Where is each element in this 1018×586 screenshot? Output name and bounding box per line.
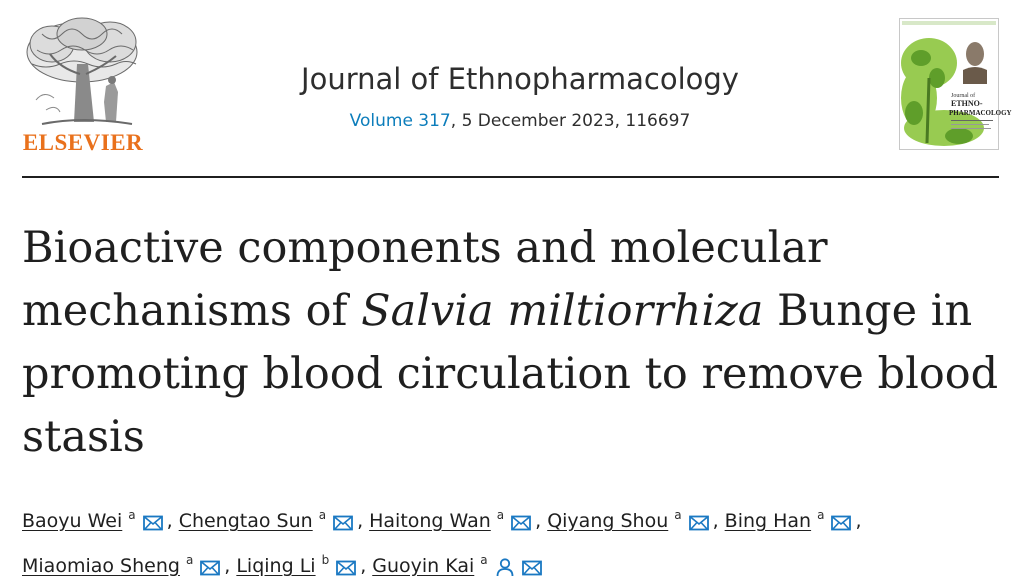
person-icon[interactable] xyxy=(495,557,515,577)
author-name[interactable]: Haitong Wan xyxy=(369,510,491,532)
envelope-icon[interactable] xyxy=(200,560,220,576)
cover-text-3: PHARMACOLOGY xyxy=(949,109,1012,117)
envelope-icon[interactable] xyxy=(143,515,163,531)
article-header xyxy=(0,0,1018,180)
author-item xyxy=(372,555,541,577)
author-item xyxy=(369,510,531,532)
journal-title[interactable]: Journal of Ethnopharmacology xyxy=(301,62,739,96)
citation-line xyxy=(150,111,890,131)
elsevier-tree-icon xyxy=(22,14,144,128)
affiliation-marker[interactable]: b xyxy=(321,553,330,567)
cover-text-1: Journal of xyxy=(951,93,976,99)
affiliation-marker[interactable]: a xyxy=(674,508,682,522)
publisher-name: ELSEVIER xyxy=(22,130,144,155)
envelope-icon[interactable] xyxy=(336,560,356,576)
article-title xyxy=(22,217,1002,469)
envelope-icon[interactable] xyxy=(831,515,851,531)
envelope-icon[interactable] xyxy=(522,560,542,576)
author-name[interactable]: Qiyang Shou xyxy=(547,510,669,532)
affiliation-marker[interactable]: a xyxy=(496,508,505,522)
author-separator: , xyxy=(535,510,542,532)
author-name[interactable]: Chengtao Sun xyxy=(178,510,313,532)
cover-text-2: ETHNO- xyxy=(951,99,983,108)
author-line-2 xyxy=(22,541,1002,586)
envelope-icon[interactable] xyxy=(333,515,353,531)
author-item xyxy=(22,555,220,577)
journal-cover-image[interactable] xyxy=(899,18,1012,150)
affiliation-marker[interactable]: a xyxy=(128,508,136,522)
affiliation-marker[interactable]: a xyxy=(480,553,488,567)
affiliation-marker[interactable]: a xyxy=(817,508,825,522)
author-name[interactable]: Baoyu Wei xyxy=(22,510,123,532)
elsevier-logo[interactable] xyxy=(22,14,144,154)
title-text-start: Bioactive components and molecular mechanisms of xyxy=(22,223,828,336)
author-name[interactable]: Miaomiao Sheng xyxy=(22,555,180,577)
author-separator: , xyxy=(855,510,862,532)
author-list xyxy=(22,496,1002,586)
envelope-icon[interactable] xyxy=(511,515,531,531)
author-separator: , xyxy=(357,510,364,532)
author-item xyxy=(547,510,708,532)
author-separator: , xyxy=(166,510,173,532)
author-item xyxy=(236,555,356,577)
author-name[interactable]: Liqing Li xyxy=(236,555,316,577)
title-text-end: Bunge in promoting blood circulation to remove blood stasis xyxy=(22,286,999,462)
author-separator: , xyxy=(360,555,367,577)
title-species-name: Salvia miltiorrhiza xyxy=(361,286,764,336)
author-item xyxy=(725,510,852,532)
author-name[interactable]: Bing Han xyxy=(724,510,812,532)
author-separator: , xyxy=(224,555,231,577)
author-separator: , xyxy=(712,510,719,532)
citation-details: , 5 December 2023, 116697 xyxy=(450,111,691,131)
author-item xyxy=(179,510,353,532)
author-item xyxy=(22,510,163,532)
volume-link[interactable]: Volume 317 xyxy=(349,111,451,131)
envelope-icon[interactable] xyxy=(689,515,709,531)
author-line-1 xyxy=(22,496,1002,541)
header-divider xyxy=(22,176,999,178)
author-name[interactable]: Guoyin Kai xyxy=(372,555,475,577)
affiliation-marker[interactable]: a xyxy=(185,553,194,567)
affiliation-marker[interactable]: a xyxy=(318,508,327,522)
